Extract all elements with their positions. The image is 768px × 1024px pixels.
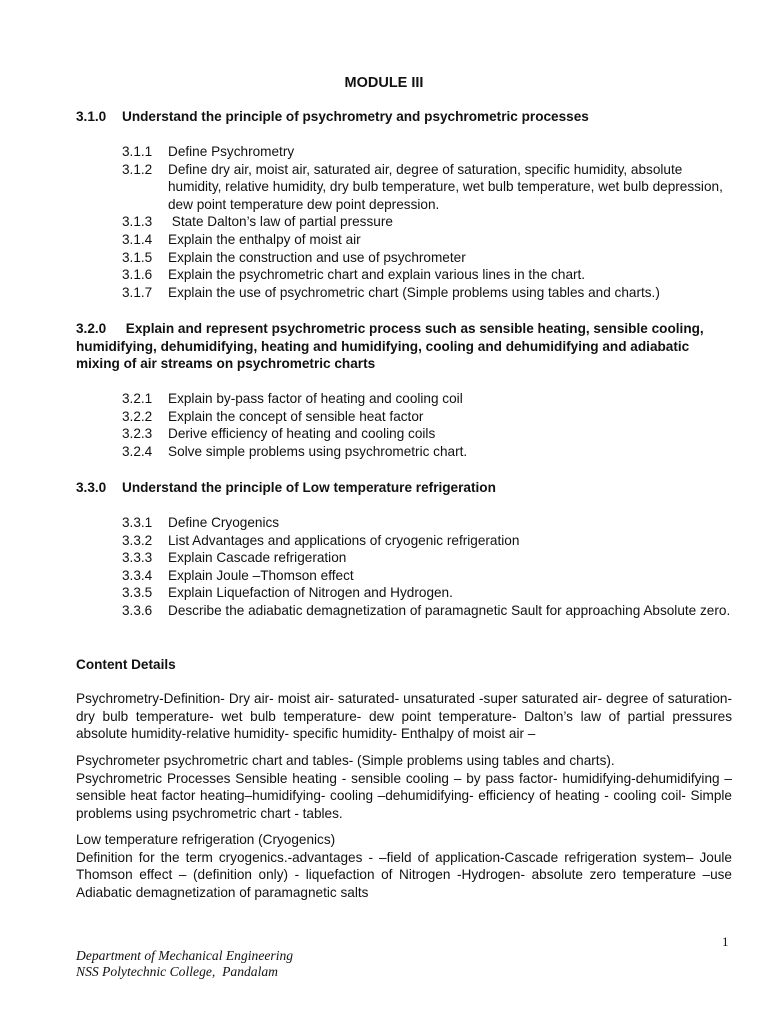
page-number: 1: [722, 934, 729, 949]
list-item: [122, 408, 732, 426]
item-number: 3.1.3: [122, 214, 153, 230]
item-number: 3.1.6: [122, 267, 153, 283]
item-text: List Advantages and applications of cryogenic refrigeration: [168, 532, 520, 548]
item-number: 3.2.1: [122, 391, 153, 406]
section-heading-3-3-0: [76, 479, 732, 497]
item-text: Explain Joule –Thomson effect: [168, 567, 354, 583]
section-heading-3-1-0: [76, 108, 732, 126]
item-number: 3.2.3: [122, 426, 153, 442]
objective-list-3-1: [122, 143, 732, 301]
page-footer: [76, 948, 293, 980]
item-text: Explain the use of psychrometric chart (Simple problems using tables and charts.): [168, 284, 660, 300]
item-number: 3.1.7: [122, 284, 153, 300]
section-title: Understand the principle of Low temperature refrigeration: [122, 480, 496, 495]
content-paragraph-psychrometry: Psychrometry-Definition- Dry air- moist air- saturated- unsaturated -super saturated air- degree of saturation- dry bulb temperature- wet bulb temperature- dew point temperature- Dalton’s law of partial pressures absolute humidity-relative humidity- specific humidity- Enthalpy of moist air –: [76, 691, 732, 742]
section-title: Understand the principle of psychrometry and psychrometric processes: [122, 109, 589, 124]
section-number: 3.2.0: [76, 321, 107, 336]
list-item: [122, 514, 732, 532]
objective-list-3-3: [122, 514, 732, 620]
item-number: 3.1.1: [122, 144, 153, 159]
list-item: [122, 443, 732, 461]
module-title: MODULE III: [344, 75, 424, 91]
item-text: Explain by-pass factor of heating and cooling coil: [168, 391, 463, 406]
item-text: Explain Liquefaction of Nitrogen and Hydrogen.: [168, 585, 453, 601]
list-item: [122, 584, 732, 602]
item-text: Derive efficiency of heating and cooling coils: [168, 426, 436, 442]
content-line: Psychrometer psychrometric chart and tables- (Simple problems using tables and charts).: [76, 753, 615, 768]
content-details-heading: Content Details: [76, 657, 176, 672]
item-text: Explain Cascade refrigeration: [168, 550, 347, 566]
item-text: Explain the enthalpy of moist air: [168, 231, 361, 247]
list-item: [122, 161, 732, 214]
footer-college: NSS Polytechnic College, Pandalam: [76, 964, 278, 979]
item-number: 3.2.4: [122, 443, 153, 459]
list-item: [122, 284, 732, 302]
content-paragraph-psychrometer: [76, 752, 732, 822]
item-text: Solve simple problems using psychrometric chart.: [168, 443, 468, 459]
list-item: [122, 266, 732, 284]
footer-department: Department of Mechanical Engineering: [76, 948, 294, 963]
item-number: 3.2.2: [122, 408, 153, 424]
section-number: 3.1.0: [76, 109, 107, 124]
item-number: 3.3.3: [122, 550, 153, 566]
list-item: [122, 390, 732, 408]
section-number: 3.3.0: [76, 480, 107, 495]
list-item: [122, 532, 732, 550]
list-item: [122, 249, 732, 267]
content-line: Psychrometric Processes Sensible heating - sensible cooling – by pass factor- humidifying-dehumidifying – sensible heat factor heating–humidifying- cooling –dehumidifying- efficiency of heating - cooling coil- Simple problems using psychrometric chart - tables.: [76, 770, 732, 821]
section-title: Explain and represent psychrometric process such as sensible heating, sensible cooling, humidifying, dehumidifying, heating and humidifying, cooling and dehumidifying and adiabatic mixing of air streams on psychrometric charts: [76, 321, 708, 372]
list-item: [122, 567, 732, 585]
content-paragraph-cryogenics: [76, 831, 732, 901]
section-heading-3-2-0: [76, 320, 732, 373]
item-text: Describe the adiabatic demagnetization of paramagnetic Sault for approaching Absolute zero.: [168, 602, 731, 618]
item-text: Explain the psychrometric chart and explain various lines in the chart.: [168, 267, 586, 283]
item-number: 3.1.5: [122, 249, 153, 265]
item-number: 3.3.2: [122, 532, 153, 548]
item-text: Define Psychrometry: [168, 144, 295, 159]
list-item: [122, 143, 732, 161]
item-number: 3.3.4: [122, 567, 153, 583]
item-number: 3.1.2: [122, 161, 153, 177]
item-text: State Dalton’s law of partial pressure: [168, 214, 393, 230]
objective-list-3-2: [122, 390, 732, 460]
item-number: 3.1.4: [122, 231, 153, 247]
item-text: Explain the concept of sensible heat factor: [168, 408, 424, 424]
list-item: [122, 213, 732, 231]
item-number: 3.3.5: [122, 585, 153, 601]
list-item: [122, 425, 732, 443]
list-item: [122, 231, 732, 249]
item-text: Explain the construction and use of psychrometer: [168, 249, 466, 265]
content-line: Definition for the term cryogenics.-advantages - –field of application-Cascade refrigeration system– Joule Thomson effect – (definition only) - liquefaction of Nitrogen -Hydrogen- absolute zero temperature –use Adiabatic demagnetization of paramagnetic salts: [76, 849, 732, 900]
list-item: [122, 602, 732, 620]
item-text: Define dry air, moist air, saturated air, degree of saturation, specific humidity, absolute humidity, relative humidity, dry bulb temperature, wet bulb temperature, wet bulb depression, dew point temperature dew point depression.: [168, 161, 723, 212]
item-text: Define Cryogenics: [168, 515, 280, 530]
item-number: 3.3.6: [122, 602, 153, 618]
item-number: 3.3.1: [122, 515, 153, 530]
content-line: Low temperature refrigeration (Cryogenics): [76, 832, 336, 847]
list-item: [122, 549, 732, 567]
